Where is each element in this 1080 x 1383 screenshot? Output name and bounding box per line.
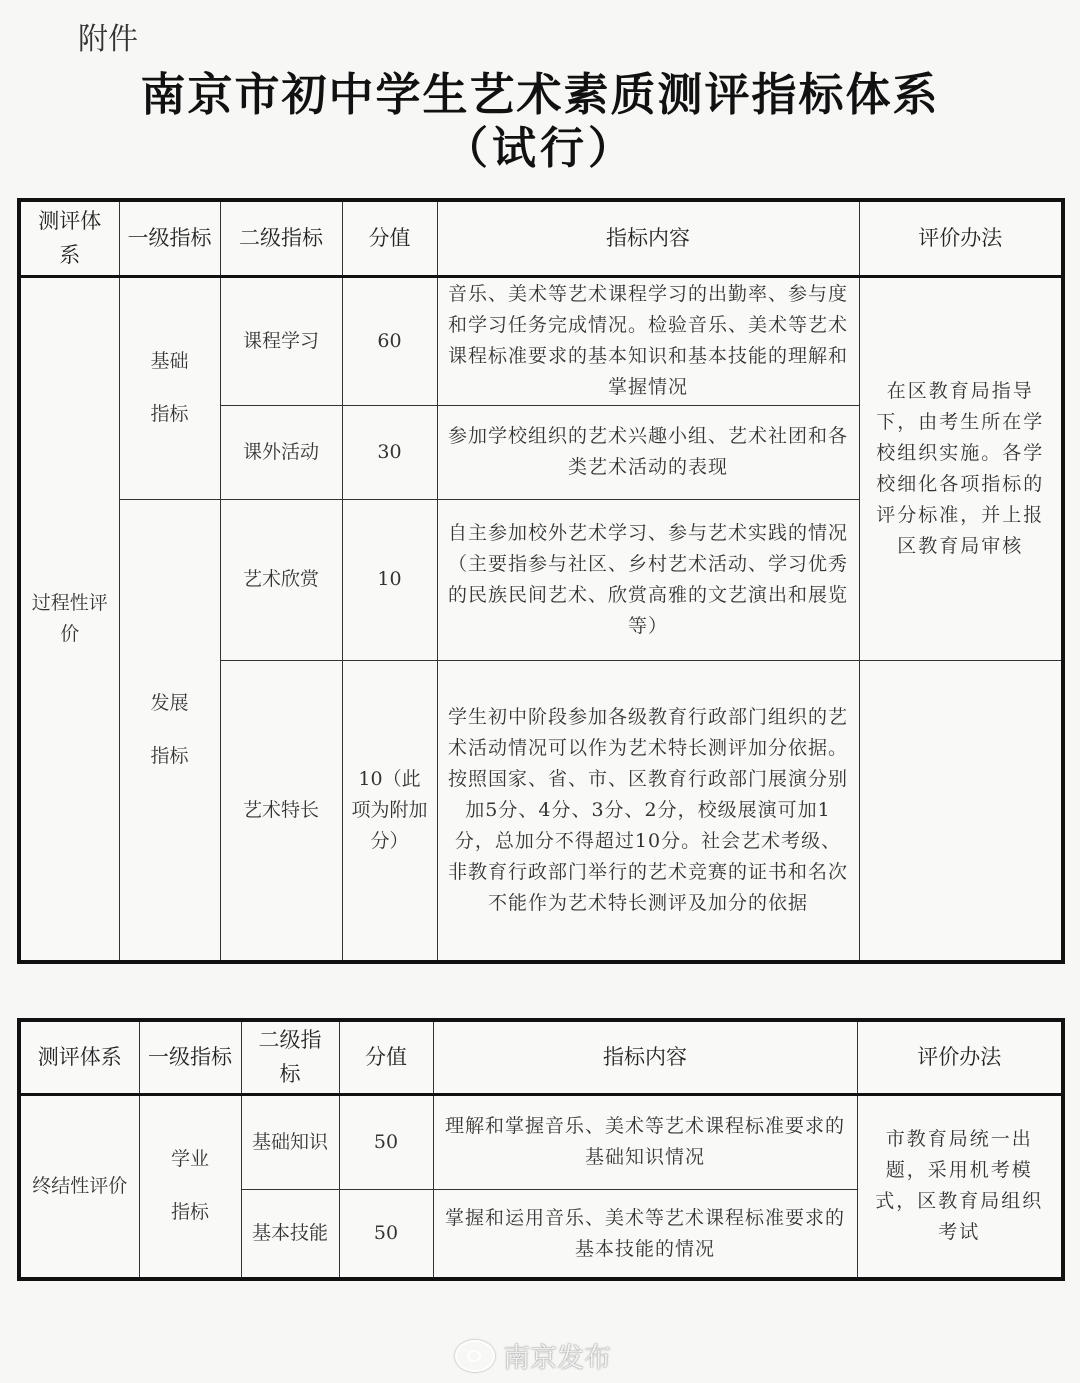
method-cell: 市教育局统一出题，采用机考模式，区教育局组织考试 [857,1094,1063,1279]
level1-cell [139,1094,241,1279]
header-content: 指标内容 [437,200,859,276]
level2-cell: 课外活动 [220,405,342,499]
document-title: 南京市初中学生艺术素质测评指标体系 [140,68,940,121]
score-cell: 10 [342,500,437,661]
score-cell: 60 [342,276,437,405]
method-empty-cell [859,660,1063,962]
table-row [19,1094,1063,1189]
process-evaluation-table [17,198,1065,964]
level2-cell: 基础知识 [241,1094,339,1189]
score-cell: 50 [339,1094,433,1189]
header-level1: 一级指标 [139,1020,241,1094]
score-cell: 30 [342,405,437,499]
header-method: 评价办法 [857,1020,1063,1094]
header-level2: 二级指标 [220,200,342,276]
header-content: 指标内容 [433,1020,857,1094]
header-system: 测评体系 [19,200,119,276]
level1-text-a: 发展 [150,692,189,715]
score-cell: 10（此项为附加分） [342,660,437,962]
content-cell: 掌握和运用音乐、美术等艺术课程标准要求的基本技能的情况 [433,1190,857,1279]
level1-cell [119,276,220,499]
header-score: 分值 [339,1020,433,1094]
level2-cell: 基本技能 [241,1190,339,1279]
header-level1: 一级指标 [119,200,220,276]
header-score: 分值 [342,200,437,276]
document-subtitle: （试行） [444,123,636,174]
watermark [455,1336,611,1375]
level1-text-b: 指标 [170,1201,209,1224]
summative-evaluation-table [17,1018,1065,1281]
level1-text-b: 指标 [150,745,189,768]
table-header-row [19,200,1063,276]
level2-cell: 艺术特长 [220,660,342,962]
level1-text-b: 指标 [150,403,189,426]
table-row [19,276,1063,405]
attachment-label: 附件 [78,22,138,57]
weibo-icon [455,1340,495,1372]
table-header-row [19,1020,1063,1094]
content-cell: 参加学校组织的艺术兴趣小组、艺术社团和各类艺术活动的表现 [437,405,859,499]
system-cell: 过程性评价 [19,276,119,962]
level1-cell [119,500,220,962]
content-cell: 理解和掌握音乐、美术等艺术课程标准要求的基础知识情况 [433,1094,857,1189]
score-cell: 50 [339,1190,433,1279]
method-cell: 在区教育局指导下，由考生所在学校组织实施。各学校细化各项指标的评分标准，并上报区教育局审核 [859,276,1063,660]
system-cell: 终结性评价 [19,1094,139,1279]
content-cell: 音乐、美术等艺术课程学习的出勤率、参与度和学习任务完成情况。检验音乐、美术等艺术课程标准要求的基本知识和基本技能的理解和掌握情况 [437,276,859,405]
watermark-text: 南京发布 [503,1343,611,1374]
header-method: 评价办法 [859,200,1063,276]
level1-text-a: 基础 [150,350,189,373]
level2-cell: 艺术欣赏 [220,500,342,661]
content-cell: 学生初中阶段参加各级教育行政部门组织的艺术活动情况可以作为艺术特长测评加分依据。按照国家、省、市、区教育行政部门展演分别加5分、4分、3分、2分，校级展演可加1分，总加分不得超过10分。社会艺术考级、非教育行政部门举行的艺术竞赛的证书和名次不能作为艺术特长测评及加分的依据 [437,660,859,962]
content-cell: 自主参加校外艺术学习、参与艺术实践的情况（主要指参与社区、乡村艺术活动、学习优秀的民族民间艺术、欣赏高雅的文艺演出和展览等） [437,500,859,661]
level2-cell: 课程学习 [220,276,342,405]
header-system: 测评体系 [19,1020,139,1094]
level1-text-a: 学业 [170,1148,209,1171]
header-level2: 二级指标 [241,1020,339,1094]
